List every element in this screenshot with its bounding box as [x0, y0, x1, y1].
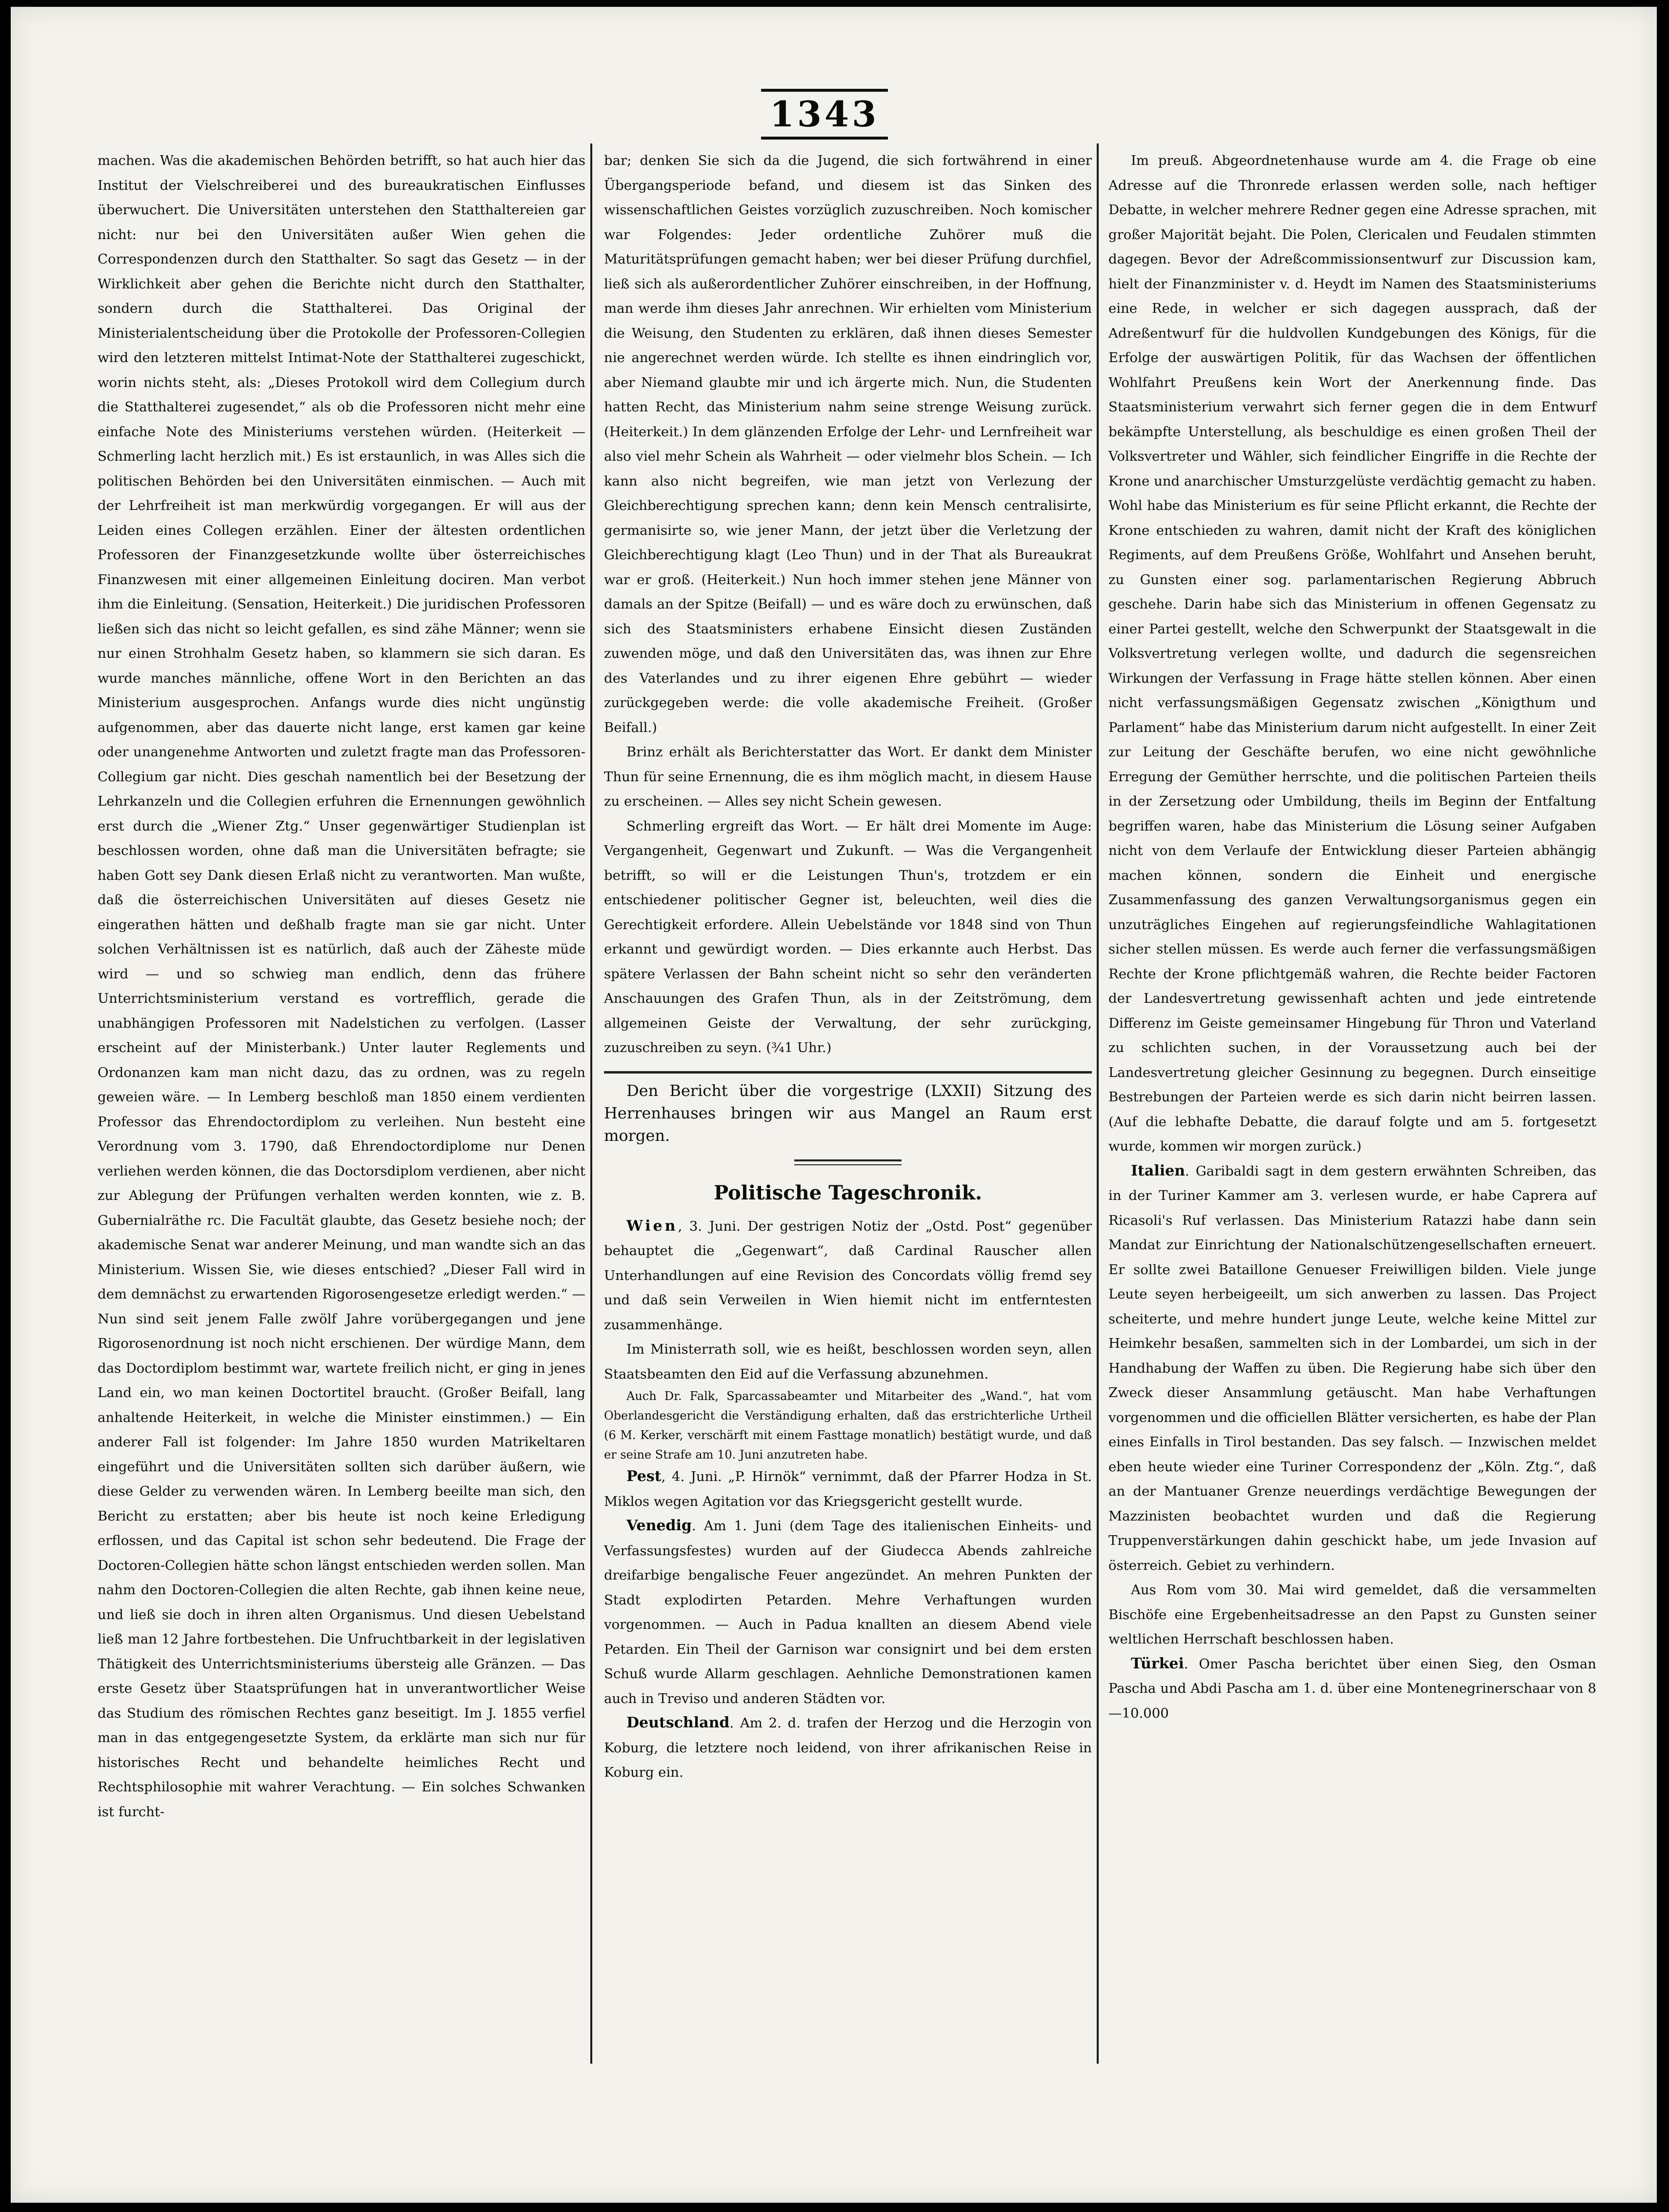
news-text: , 4. Juni. „P. Hirnök“ vernimmt, daß der Pfarrer Hodza in St. Miklos wegen Agitation vor das Kriegsgericht gestellt wurde.	[604, 1469, 1092, 1509]
news-text: . Am 1. Juni (dem Tage des italienischen Einheits- und Verfassungsfestes) wurden auf der Giudecca Abends zahlreiche dreifarbige bengalische Feuer angezündet. An mehren Punkten der Stadt explodirten Petarden. Mehre Verhaftungen wurden vorgenommen. — Auch in Padua knallten an diesem Abend viele Petarden. Ein Theil der Garnison war consignirt und bei dem ersten Schuß wurde Allarm geschlagen. Aehnliche Demonstrationen kamen auch in Treviso und anderen Städten vor.	[604, 1518, 1092, 1706]
editorial-notice: Den Bericht über die vorgestrige (LXXII) Sitzung des Herrenhauses bringen wir aus Mangel an Raum erst morgen.	[604, 1071, 1092, 1147]
news-place: Wien	[626, 1217, 678, 1235]
news-text: . Garibaldi sagt in dem gestern erwähnten Schreiben, das in der Turiner Kammer am 3. verlesen wurde, er habe Caprera auf Ricasoli's Ruf verlassen. Das Ministerium Ratazzi habe dann sein Mandat zur Einrichtung der Nationalschützengesellschaften erneuert. Er sollte zwei Bataillone Genueser Freiwilligen bilden. Viele junge Leute seyen herbeigeeilt, um sich anwerben zu lassen. Das Project scheiterte, und mehre hundert junge Leute, welche keine Mittel zur Heimkehr besaßen, sammelten sich in der Lombardei, um sich in der Handhabung der Waffen zu üben. Die Regierung habe sich über den Zweck dieser Ansammlung getäuscht. Man habe Verhaftungen vorgenommen und die officiellen Blätter versicherten, es habe der Plan eines Einfalls in Tirol bestanden. Das sey falsch. — Inzwischen meldet eben heute wieder eine Turiner Correspondenz der „Köln. Ztg.“, daß an der Mantuaner Grenze neuerdings verdächtige Bewegungen der Mazzinisten beobachtet wurden und daß die Regierung Truppenverstärkungen dahin geschickt habe, um jede Invasion auf österreich. Gebiet zu verhindern.	[1108, 1163, 1596, 1573]
news-item	[604, 1337, 1092, 1386]
column-1	[98, 148, 585, 1824]
news-text: . Omer Pascha berichtet über einen Sieg, den Osman Pascha und Abdi Pascha am 1. d. über eine Montenegrinerschaar von 8—10.000	[1108, 1656, 1596, 1721]
column-3-paragraph: Im preuß. Abgeordnetenhause wurde am 4. die Frage ob eine Adresse auf die Thronrede erlassen werden solle, nach heftiger Debatte, in welcher mehrere Redner gegen eine Adresse sprachen, mit großer Majorität bejaht. Die Polen, Clericalen und Feudalen stimmten dagegen. Bevor der Adreßcommissionsentwurf zur Discussion kam, hielt der Finanzminister v. d. Heydt im Namen des Staatsministeriums eine Rede, in welcher er sich dagegen aussprach, daß der Adreßentwurf für die huldvollen Kundgebungen des Königs, für die Erfolge der auswärtigen Politik, für das Wachsen der öffentlichen Wohlfahrt Preußens kein Wort der Anerkennung finde. Das Staatsministerium verwahrt sich ferner gegen die in dem Entwurf bekämpfte Unterstellung, als beschuldige es einen großen Theil der Volksvertreter und Wähler, sich feindlicher Eingriffe in die Rechte der Krone und anarchischer Umsturzgelüste verdächtig gemacht zu haben. Wohl habe das Ministerium es für seine Pflicht erkannt, die Rechte der Krone entschieden zu wahren, damit nicht der Kraft des königlichen Regiments, auf dem Preußens Größe, Wohlfahrt und Ansehen beruht, zu Gunsten einer sog. parlamentarischen Regierung Abbruch geschehe. Darin habe sich das Ministerium in offenen Gegensatz zu einer Partei gestellt, welche den Schwerpunkt der Staatsgewalt in die Volksvertretung verlegen wollte, und dadurch die segensreichen Wirkungen der Verfassung in Frage hätte stellen können. Aber einen nicht verfassungsmäßigen Gegensatz zwischen „Königthum und Parlament“ habe das Ministerium darum nicht aufgestellt. In einer Zeit zur Leitung der Geschäfte berufen, wo eine nicht gewöhnliche Erregung der Gemüther herrschte, und die politischen Parteien theils in der Zersetzung oder Umbildung, theils im Beginn der Entfaltung begriffen waren, habe das Ministerium die Lösung seiner Aufgaben nicht von dem Verlaufe der Entwicklung dieser Parteien abhängig machen können, sondern die Einheit und energische Zusammenfassung des ganzen Verwaltungsorganismus gegen ein unzuträgliches Eingehen auf regierungsfeindliche Wahlagitationen sicher stellen müssen. Es werde auch ferner die verfassungsmäßigen Rechte der Krone pflichtgemäß wahren, die Rechte beider Factoren der Landesvertretung gewissenhaft achten und jede eintretende Differenz im Geiste gemeinsamer Hingebung für Thron und Vaterland zu schlichten suchen, in der Voraussetzung auch bei der Landesvertretung gleicher Gesinnung zu begegnen. Durch einseitige Bestrebungen der Parteien werde es sich darin nicht beirren lassen. (Auf die lebhafte Debatte, die darauf folgte und am 5. fortgesetzt wurde, kommen wir morgen zurück.)	[1108, 153, 1596, 1154]
section-title: Politische Tageschronik.	[714, 1181, 982, 1204]
page-number: 1343	[761, 89, 888, 140]
news-place: Türkei	[1131, 1655, 1184, 1672]
column-2-paragraph: Schmerling ergreift das Wort. — Er hält drei Momente im Auge: Vergangenheit, Gegenwart und Zukunft. — Was die Vergangenheit betrifft, so will er die Leistungen Thun's, trotzdem er ein entschiedener politischer Gegner ist, beleuchten, weil dies die Gerechtigkeit erfordere. Allein Uebelstände vor 1848 sind von Thun erkannt und gewürdigt worden. — Dies erkannte auch Herbst. Das spätere Verlassen der Bahn scheint nicht so sehr den veränderten Anschauungen des Grafen Thun, als in der Zeitströmung, dem allgemeinen Geiste der Verwaltung, der sehr zurückging, zuzuschreiben zu seyn. (¾1 Uhr.)	[604, 818, 1092, 1055]
column-3	[1108, 148, 1596, 1725]
news-text: . Am 2. d. trafen der Herzog und die Herzogin von Koburg, die letztere noch leidend, von ihrer afrikanischen Reise in Koburg ein.	[604, 1715, 1092, 1780]
column-2-paragraph: Brinz erhält als Berichterstatter das Wort. Er dankt dem Minister Thun für seine Ernennung, die es ihm möglich macht, in diesem Hause zu erscheinen. — Alles sey nicht Schein gewesen.	[604, 744, 1092, 809]
column-1-paragraph: machen. Was die akademischen Behörden betrifft, so hat auch hier das Institut der Vielschreiberei und des bureaukratischen Einflusses überwuchert. Die Universitäten unterstehen den Statthaltereien gar nicht: nur bei den Universitäten außer Wien gehen die Correspondenzen durch den Statthalter. So sagt das Gesetz — in der Wirklichkeit aber gehen die Berichte nicht durch den Statthalter, sondern durch die Statthalterei. Das Original der Ministerialentscheidung über die Protokolle der Professoren-Collegien wird den letzteren mittelst Intimat-Note der Statthalterei zugeschickt, worin nichts steht, als: „Dieses Protokoll wird dem Collegium durch die Statthalterei zugesendet,“ als ob die Professoren nicht mehr eine einfache Note des Ministeriums verstehen würden. (Heiterkeit — Schmerling lacht herzlich mit.) Es ist erstaunlich, in was Alles sich die politischen Behörden bei den Universitäten einmischen. — Auch mit der Lehrfreiheit ist man merkwürdig vorgegangen. Er will aus der Leiden eines Collegen erzählen. Einer der ältesten ordentlichen Professoren der Finanzgesetzkunde wollte über österreichisches Finanzwesen mit einer allgemeinen Einleitung dociren. Man verbot ihm die Einleitung. (Sensation, Heiterkeit.) Die juridischen Professoren ließen sich das nicht so leicht gefallen, es sind zähe Männer; wenn sie nur einen Strohhalm Gesetz haben, so klammern sie sich daran. Es wurde manches männliche, offene Wort in den Berichten an das Ministerium ausgesprochen. Anfangs wurde dies nicht ungünstig aufgenommen, aber das dauerte nicht lange, erst kamen gar keine oder unangenehme Antworten und zuletzt fragte man das Professoren-Collegium gar nicht. Dies geschah namentlich bei der Besetzung der Lehrkanzeln und die Collegien erfuhren die Ernennungen gewöhnlich erst durch die „Wiener Ztg.“ Unser gegenwärtiger Studienplan ist beschlossen worden, ohne daß man die Universitäten befragte; sie haben Gott sey Dank diesen Erlaß nicht zu verantworten. Man wußte, daß die österreichischen Universitäten auf dieses Gesetz nie eingerathen hätten und deßhalb fragte man sie gar nicht. Unter solchen Verhältnissen ist es natürlich, daß auch der Zäheste müde wird — und so schwieg man endlich, denn das frühere Unterrichtsministerium verstand es vortrefflich, gerade die unabhängigen Professoren mit Nadelstichen zu verfolgen. (Lasser erscheint auf der Ministerbank.) Unter lauter Reglements und Ordonanzen kam man nicht dazu, das zu ordnen, was zu regeln geweien wäre. — In Lemberg beschloß man 1850 einem verdienten Professor das Ehrendoctordiplom zu verleihen. Nun besteht eine Verordnung vom 3. 1790, daß Ehrendoctordiplome nur Denen verliehen werden können, die das Doctorsdiplom verdienen, aber nicht zur Ablegung der Prüfungen verhalten werden konnten, wie z. B. Gubernialräthe rc. Die Facultät glaubte, das Gesetz besiehe noch; der akademische Senat war anderer Meinung, und man wandte sich an das Ministerium. Wissen Sie, wie dieses entschied? „Dieser Fall wird in dem demnächst zu erwartenden Rigorosengesetze erledigt werden.“ — Nun sind seit jenem Falle zwölf Jahre vorübergegangen und jene Rigorosenordnung ist noch nicht erschienen. Der würdige Mann, dem das Doctordiplom bestimmt war, wartete freilich nicht, er ging in jenes Land ein, wo man keinen Doctortitel braucht. (Großer Beifall, lang anhaltende Heiterkeit, in welche die Minister einstimmen.) — Ein anderer Fall ist folgender: Im Jahre 1850 wurden Matrikeltaren eingeführt und die Universitäten sollten sich darüber äußern, wie diese Gelder zu verwenden wären. In Lemberg beeilte man sich, den Bericht zu erstatten; aber bis heute ist noch keine Erledigung erflossen, und das Capital ist schon sehr bedeutend. Die Frage der Doctoren-Collegien hätte schon längst entschieden werden sollen. Man nahm den Doctoren-Collegien die alten Rechte, gab ihnen keine neue, und ließ sie doch in ihren alten Organismus. Und diesen Uebelstand ließ man 12 Jahre fortbestehen. Die Unfruchtbarkeit in der legislativen Thätigkeit des Unterrichtsministeriums übersteig alle Gränzen. — Das erste Gesetz über Staatsprüfungen hat in unverantwortlicher Weise das Studium des römischen Rechtes ganz beseitigt. Im J. 1855 verfiel man in das entgegengesetzte System, da erklärte man sich nur für historisches Recht und behandelte heimliches Recht und Rechtsphilosophie mit wahrer Verachtung. — Ein solches Schwanken ist furcht-	[98, 153, 585, 1820]
news-text: , 3. Juni. Der gestrigen Notiz der „Ostd. Post“ gegenüber behauptet die „Gegenwart“, daß Cardinal Rauscher allen Unterhandlungen auf eine Revision des Concordats völlig fremd sey und daß sein Verweilen in Wien hiemit nicht im entferntesten zusammenhänge.	[604, 1218, 1092, 1333]
news-item	[1108, 1159, 1596, 1578]
news-item	[604, 1386, 1092, 1464]
news-item	[1108, 1652, 1596, 1726]
news-item	[604, 1214, 1092, 1338]
news-item	[1108, 1578, 1596, 1652]
news-place: Deutschland	[626, 1714, 730, 1731]
news-item	[604, 1514, 1092, 1711]
news-place: Italien	[1131, 1162, 1186, 1179]
news-text: Im Ministerrath soll, wie es heißt, beschlossen worden seyn, allen Staatsbeamten den Eid auf die Verfassung abzunehmen.	[604, 1341, 1092, 1382]
news-item	[604, 1711, 1092, 1785]
divider	[794, 1159, 902, 1165]
news-place: Venedig	[626, 1517, 692, 1534]
column-2	[604, 148, 1092, 1785]
column-rule-right	[1097, 143, 1099, 2064]
column-2-paragraph: bar; denken Sie sich da die Jugend, die sich fortwährend in einer Übergangsperiode befand, und diesem ist das Sinken des wissenschaftlichen Geistes vorzüglich zuzuschreiben. Noch komischer war Folgendes: Jeder ordentliche Zuhörer muß die Maturitätsprüfungen gemacht haben; wer bei dieser Prüfung durchfiel, ließ sich als außerordentlicher Zuhörer einschreiben, in der Hoffnung, man werde ihm dieses Jahr anrechnen. Wir erhielten vom Ministerium die Weisung, den Studenten zu erklären, daß ihnen dieses Semester nie angerechnet werden würde. Ich stellte es ihnen eindringlich vor, aber Niemand glaubte mir und ich ärgerte mich. Nun, die Studenten hatten Recht, das Ministerium nahm seine strenge Weisung zurück. (Heiterkeit.) In dem glänzenden Erfolge der Lehr- und Lernfreiheit war also viel mehr Schein als Wahrheit — oder vielmehr blos Schein. — Ich kann also nicht begreifen, wie man jetzt von Verlezung der Gleichberechtigung sprechen kann; denn kein Mensch centralisirte, germanisirte so, wie jener Mann, der jetzt über die Verletzung der Gleichberechtigung klagt (Leo Thun) und in der That als Bureaukrat war er groß. (Heiterkeit.) Nun hoch immer stehen jene Männer von damals an der Spitze (Beifall) — und es wäre doch zu erwünschen, daß sich des Staatsministers erhabene Einsicht diesen Zuständen zuwenden möge, und daß den Universitäten das, was ihnen zur Ehre des Vaterlandes und zu ihrer eigenen Ehre gebührt — wieder zurückgegeben werde: die volle akademische Freiheit. (Großer Beifall.)	[604, 153, 1092, 735]
news-item	[604, 1464, 1092, 1514]
column-rule-left	[590, 143, 592, 2064]
news-text: Aus Rom vom 30. Mai wird gemeldet, daß die versammelten Bischöfe eine Ergebenheitsadresse an den Papst zu Gunsten seiner weltlichen Herrschaft beschlossen haben.	[1108, 1582, 1596, 1647]
newspaper-page	[11, 7, 1657, 2203]
news-place: Pest	[626, 1468, 662, 1485]
news-text: Auch Dr. Falk, Sparcassabeamter und Mitarbeiter des „Wand.“, hat vom Oberlandesgericht die Verständigung erhalten, daß das erstrichterliche Urtheil (6 M. Kerker, verschärft mit einem Fasttage monatlich) bestätigt wurde, und daß er seine Strafe am 10. Juni anzutreten habe.	[604, 1389, 1092, 1461]
